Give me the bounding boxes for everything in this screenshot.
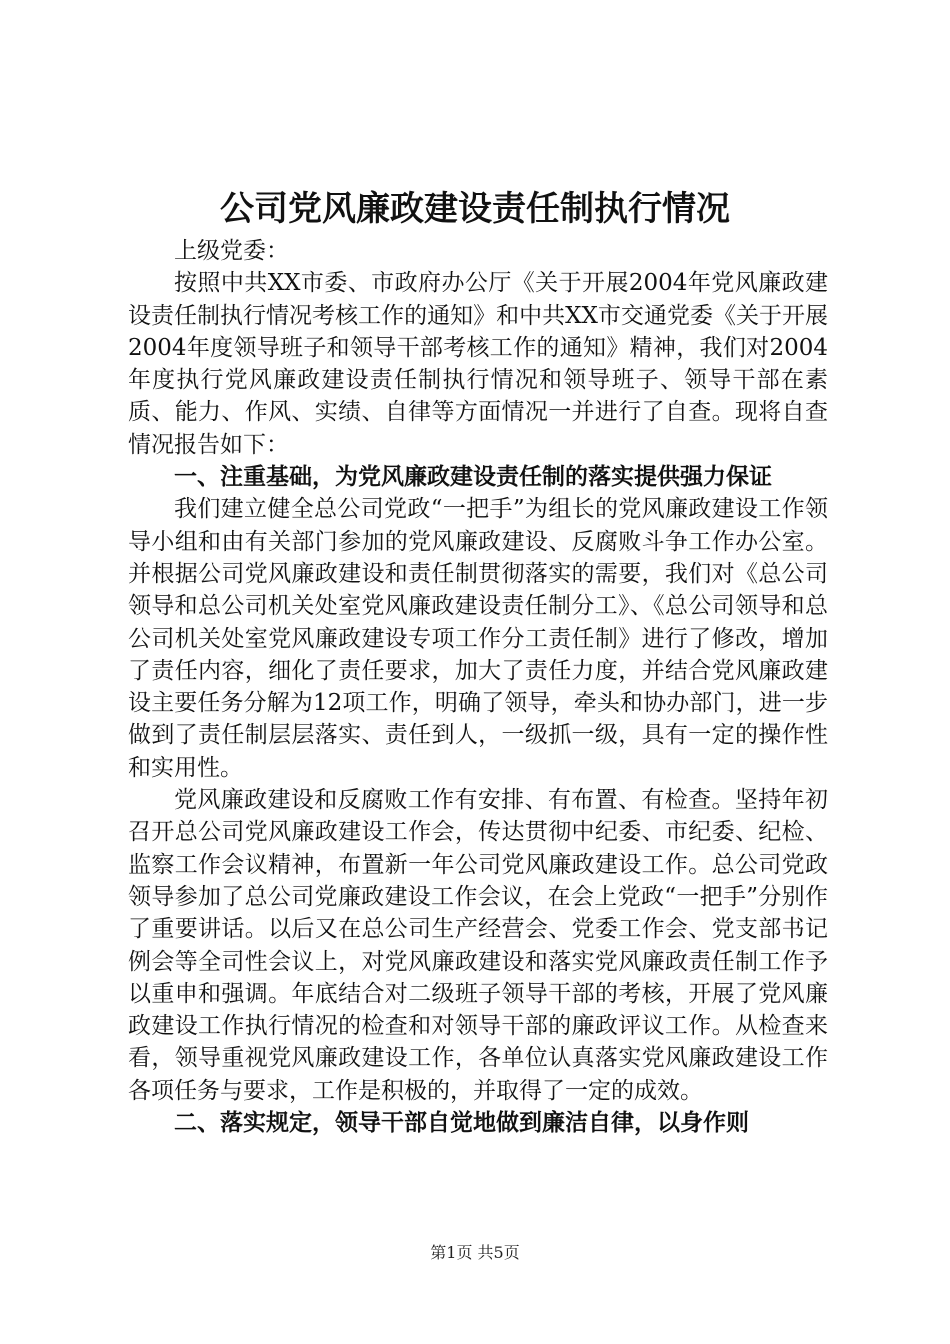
section-2-heading: 二、落实规定，领导干部自觉地做到廉洁自律，以身作则: [174, 1110, 749, 1137]
section-1-paragraph-1: 我们建立健全总公司党政“一把手”为组长的党风廉政建设工作领导小组和由有关部门参加的党风廉政建设、反腐败斗争工作办公室。并根据公司党风廉政建设和责任制贯彻落实的需要，我们对《总公司领导和总公司机关处室党风廉政建设责任制分工》、《总公司领导和总公司机关处室党风廉政建设专项工作分工责任制》进行了修改，增加了责任内容，细化了责任要求，加大了责任力度，并结合党风廉政建设主要任务分解为12项工作，明确了领导，牵头和协办部门，进一步做到了责任制层层落实、责任到人，一级抓一级，具有一定的操作性和实用性。: [128, 496, 828, 781]
section-1-heading: 一、注重基础，为党风廉政建设责任制的落实提供强力保证: [174, 464, 772, 491]
intro-paragraph: 按照中共XX市委、市政府办公厅《关于开展2004年党风廉政建设责任制执行情况考核工作的通知》和中共XX市交通党委《关于开展2004年度领导班子和领导干部考核工作的通知》精神，我们对2004年度执行党风廉政建设责任制执行情况和领导班子、领导干部在素质、能力、作风、实绩、自律等方面情况一并进行了自查。现将自查情况报告如下：: [128, 270, 828, 458]
document-body: [128, 235, 828, 1139]
section-1-paragraph-2: 党风廉政建设和反腐败工作有安排、有布置、有检查。坚持年初召开总公司党风廉政建设工作会，传达贯彻中纪委、市纪委、纪检、监察工作会议精神，布置新一年公司党风廉政建设工作。总公司党政领导参加了总公司党廉政建设工作会议，在会上党政“一把手”分别作了重要讲话。以后又在总公司生产经营会、党委工作会、党支部书记例会等全司性会议上，对党风廉政建设和落实党风廉政责任制工作予以重申和强调。年底结合对二级班子领导干部的考核，开展了党风廉政建设工作执行情况的检查和对领导干部的廉政评议工作。从检查来看，领导重视党风廉政建设工作，各单位认真落实党风廉政建设工作各项任务与要求，工作是积极的，并取得了一定的成效。: [128, 787, 828, 1104]
salutation: 上级党委：: [174, 238, 289, 264]
document-title: 公司党风廉政建设责任制执行情况: [220, 189, 730, 229]
page-number-footer: 第1页 共5页: [430, 1243, 520, 1262]
